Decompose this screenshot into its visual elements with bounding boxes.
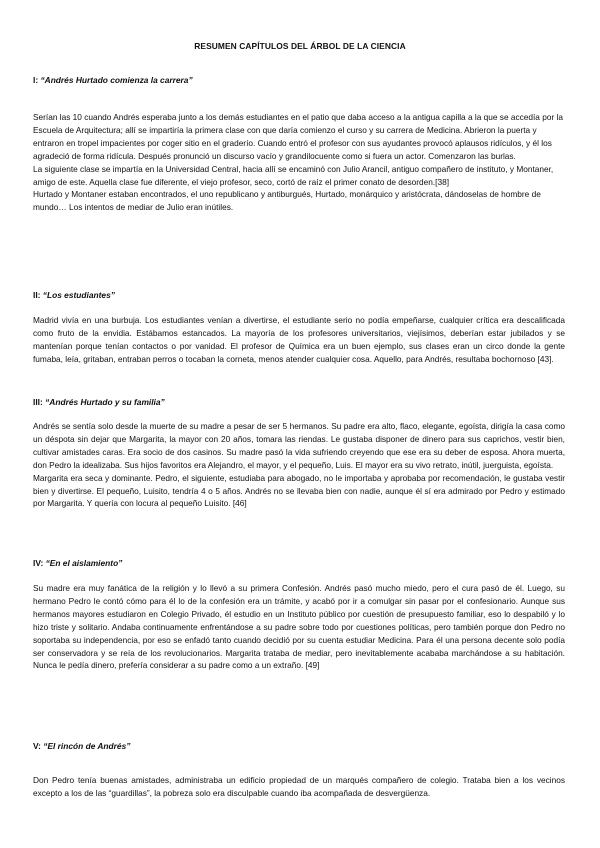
paragraph: Su madre era muy fanática de la religión y lo llevó a su primera Confesión. Andrés pasó mucho miedo, pero el cura pasó de él. Luego, su hermano Pedro le contó cómo para él lo de la confesión era un trámite, y acabó por ir a comulgar sin pasar por el confesionario. Aunque sus hermanos mayores estudiaron en Colegio Privado, él estudio en un Instituto público por cuestión de presupuesto familiar, eso lo despabiló y lo hizo triste y solitario. Andaba continuamente enfrentándose a su padre sobre todo por cuestiones políticas, pero también porque don Pedro no soportaba su independencia, por eso se enfadó tanto cuando decidió por su cuenta estudiar Medicina. Para él una persona decente solo podía ser conservadora y se reía de los revolucionarios. Margarita trataba de mediar, pero inevitablemente acababa marchándose a su habitación. Nunca le pedía dinero, prefería considerar a su padre como a un extraño. [49] [33, 583, 565, 671]
section-heading-2 [33, 289, 573, 302]
section-heading-4 [33, 557, 573, 570]
paragraph: Hurtado y Montaner estaban encontrados, el uno republicano y antiburgués, Hurtado, monárquico y aristócrata, dándoselas de hombre de mundo… Los intentos de mediar de Julio eran inútiles. [33, 189, 541, 213]
section-number: I: [33, 75, 41, 85]
section-title: “Andrés Hurtado y su familia” [45, 397, 165, 407]
section-heading-3 [33, 396, 573, 409]
document-title: RESUMEN CAPÍTULOS DEL ÁRBOL DE LA CIENCIA [194, 41, 406, 51]
section-number: V: [33, 741, 44, 751]
section-body-4 [33, 582, 565, 672]
section-number: III: [33, 397, 46, 407]
section-number: IV: [33, 558, 46, 568]
paragraph: Margarita era seca y dominante. Pedro, el siguiente, estudiaba para abogado, no le importaba y aprobaba por recomendación, le gustaba vestir bien y divertirse. El pequeño, Luisito, tendría 4 o 5 años. Andrés no se llevaba bien con nadie, aunque él sí era admirado por Pedro y estimado por Margarita. Y quería con locura al pequeño Luisito. [46] [33, 472, 565, 509]
section-title: “El rincón de Andrés” [43, 741, 131, 751]
paragraph: Don Pedro tenía buenas amistades, administraba un edificio propiedad de un marqués compañero de colegio. Trataba bien a los vecinos excepto a los de las “guardillas”, la pobreza solo era disculpable cuando iba acompañada de desvergüenza. [33, 775, 565, 798]
section-body-2 [33, 314, 565, 366]
section-heading-5 [33, 740, 573, 753]
paragraph: Madrid vivía en una burbuja. Los estudiantes venían a divertirse, el estudiante serio no podía empeñarse, cualquier crítica era descalificada como fruto de la envidia. Estábamos estancados. La mayoría de los profesores universitarios, viejísimos, deberían estar jubilados y se mantenían porque tenían contactos o por vanidad. El profesor de Química era un buen ejemplo, sus clases eran un circo donde la gente fumaba, leía, gritaban, entraban perros o tocaban la corneta, menos atender cualquier cosa. Aquello, para Andrés, resultaba bochornoso [43]. [33, 315, 565, 364]
section-body-5 [33, 774, 565, 800]
section-number: II: [33, 290, 43, 300]
paragraph: La siguiente clase se impartía en la Universidad Central, hacia allí se encaminó con Julio Arancil, antiguo compañero de instituto, y Montaner, amigo de este. Aquella clase fue diferente, el viejo profesor, seco, cortó de raíz el primer conato de desorden.[38] [33, 163, 554, 187]
section-body-1 [33, 111, 565, 214]
section-title: “Andrés Hurtado comienza la carrera” [40, 75, 193, 85]
section-body-3 [33, 420, 565, 510]
section-heading-1 [33, 74, 573, 87]
paragraph: Andrés se sentía solo desde la muerte de su madre a pesar de ser 5 hermanos. Su padre era alto, flaco, elegante, egoísta, dirigía la casa como un déspota sin dejar que Margarita, la mayor con 20 años, tomara las riendas. Le gustaba disponer de dinero para sus caprichos, vestir bien, cultivar amistades caras. Era socio de dos casinos. Su madre pasó la vida sufriendo creyendo que ese era su deber de esposa. Ahora muerta, don Pedro la idealizaba. Sus hijos favoritos era Alejandro, el mayor, y el pequeño, Luis. El mayor era su vivo retrato, inútil, juerguista, egoísta. [33, 421, 565, 470]
section-title: “En el aislamiento” [45, 558, 123, 568]
section-title: “Los estudiantes” [42, 290, 115, 300]
paragraph: Serían las 10 cuando Andrés esperaba junto a los demás estudiantes en el patio que daba acceso a la antigua capilla a la que se accedía por la Escuela de Arquitectura; allí se impartiría la primera clase con que daría comienzo el curso y su carrera de Medicina. Abrieron la puerta y entraron en tropel impacientes por coger sitio en el graderío. Cuando entró el profesor con sus ayudantes provocó aplausos ridículos, y él los agradeció de forma ridícula. Después pronunció un discurso vacío y grandilocuente como si fuera un actor. Comenzaron las burlas. [33, 112, 563, 161]
